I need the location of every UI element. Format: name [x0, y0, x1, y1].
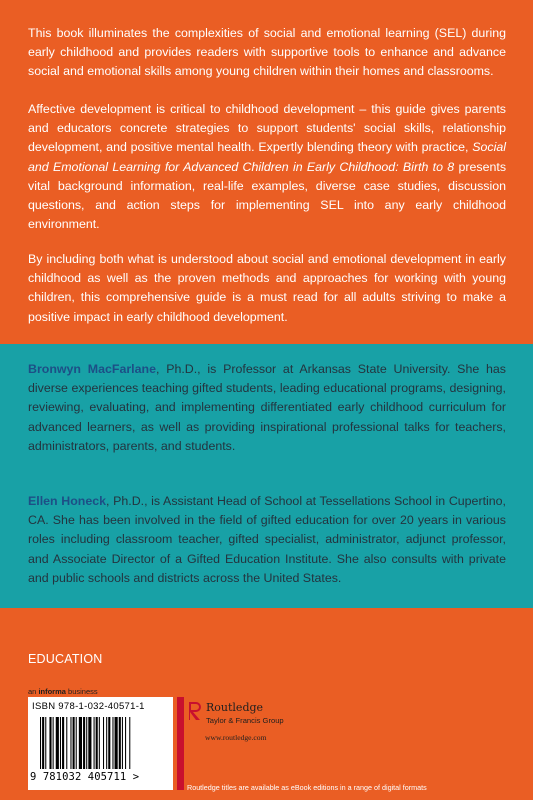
barcode-bar: [60, 717, 61, 769]
barcode-bar: [73, 717, 75, 769]
imprint-strip: [177, 697, 184, 790]
barcode-bar: [103, 717, 104, 769]
ebook-note: Routledge titles are available as eBook editions in a range of digital formats: [187, 783, 427, 792]
barcode-bar: [76, 717, 77, 769]
barcode-digits: 9 781032 405711 >: [30, 771, 140, 783]
informa-business-tag: [28, 687, 98, 696]
barcode-bar: [86, 717, 87, 769]
blurb-paragraph-2-text: Affective development is critical to childhood development – this guide gives parents and educators concrete strategies to support students' social skills, relationship development, and positive mental health. Expertly blending theory with practice,: [28, 102, 506, 155]
publisher-group: Taylor & Francis Group: [206, 716, 284, 725]
barcode-bar: [66, 717, 67, 769]
publisher-name: Routledge: [206, 701, 264, 714]
barcode-bar: [115, 717, 118, 769]
barcode-bar: [62, 717, 64, 769]
barcode-bar: [45, 717, 46, 769]
isbn-barcode: [28, 697, 173, 790]
barcode-bar: [70, 717, 71, 769]
barcode-bar: [129, 717, 130, 769]
informa-brand: informa: [38, 687, 66, 696]
barcode-bar: [49, 717, 51, 769]
barcode-bar: [106, 717, 107, 769]
author-bio-2: [28, 492, 506, 588]
routledge-logo-icon: [187, 700, 203, 722]
book-title: Social and Emotional Learning for Advanced Children in Early Childhood: Birth to 8: [28, 140, 506, 174]
author-name: Ellen Honeck: [28, 494, 107, 508]
barcode-bar: [119, 717, 121, 769]
publisher-website: www.routledge.com: [205, 733, 267, 742]
author-bio-text: , Ph.D., is Assistant Head of School at Tessellations School in Cupertino, CA. She has been involved in the field of gifted education for over 20 years in various roles including classroom teacher, gifted specialist, administrator, adjunct professor, and Associate Director of a Gifted Education Institute. She also consults with private and public schools and districts across the United States.: [28, 494, 506, 585]
barcode-bar: [53, 717, 54, 769]
author-bio-text: , Ph.D., is Professor at Arkansas State University. She has diverse experiences teaching gifted students, leading educational programs, designing, reviewing, evaluating, and implementing differentiated early childhood curriculum for advanced learners, as well as providing inspirational professional talks for teachers, administrators, parents, and students.: [28, 362, 506, 453]
barcode-bar: [42, 717, 44, 769]
barcode-bar: [56, 717, 59, 769]
barcode-bar: [88, 717, 91, 769]
isbn-label: ISBN 978-1-032-40571-1: [32, 701, 145, 712]
informa-prefix: an: [28, 687, 39, 696]
blurb-paragraph-3: By including both what is understood about social and emotional development in early childhood as well as the proven methods and approaches for working with young children, this comprehensive guide is a must read for all adults striving to make a positive impact in early childhood development.: [28, 252, 506, 324]
category-label: EDUCATION: [28, 652, 103, 666]
barcode-bar: [122, 717, 123, 769]
barcode-bar: [79, 717, 82, 769]
barcode-bar: [99, 717, 100, 769]
barcode-bar: [108, 717, 110, 769]
author-name: Bronwyn MacFarlane: [28, 362, 156, 376]
barcode-bars: [40, 717, 162, 773]
blurb-paragraph-1: This book illuminates the complexities of social and emotional learning (SEL) during early childhood and provides readers with supportive tools to enhance and advance social and emotional skills among young children within their homes and classrooms.: [28, 26, 506, 79]
blurb-paragraph-2-text-end: presents vital background information, real-life examples, diverse case studies, discussion questions, and action steps for implementing SEL into any early childhood environment.: [28, 159, 507, 232]
barcode-bar: [96, 717, 98, 769]
barcode-bar: [112, 717, 113, 769]
blurb-paragraph-2: [28, 100, 506, 234]
barcode-bar: [40, 717, 41, 769]
author-bio-1: [28, 360, 506, 456]
barcode-bar: [125, 717, 126, 769]
barcode-bar: [83, 717, 85, 769]
barcode-bar: [94, 717, 95, 769]
informa-suffix: business: [65, 687, 98, 696]
